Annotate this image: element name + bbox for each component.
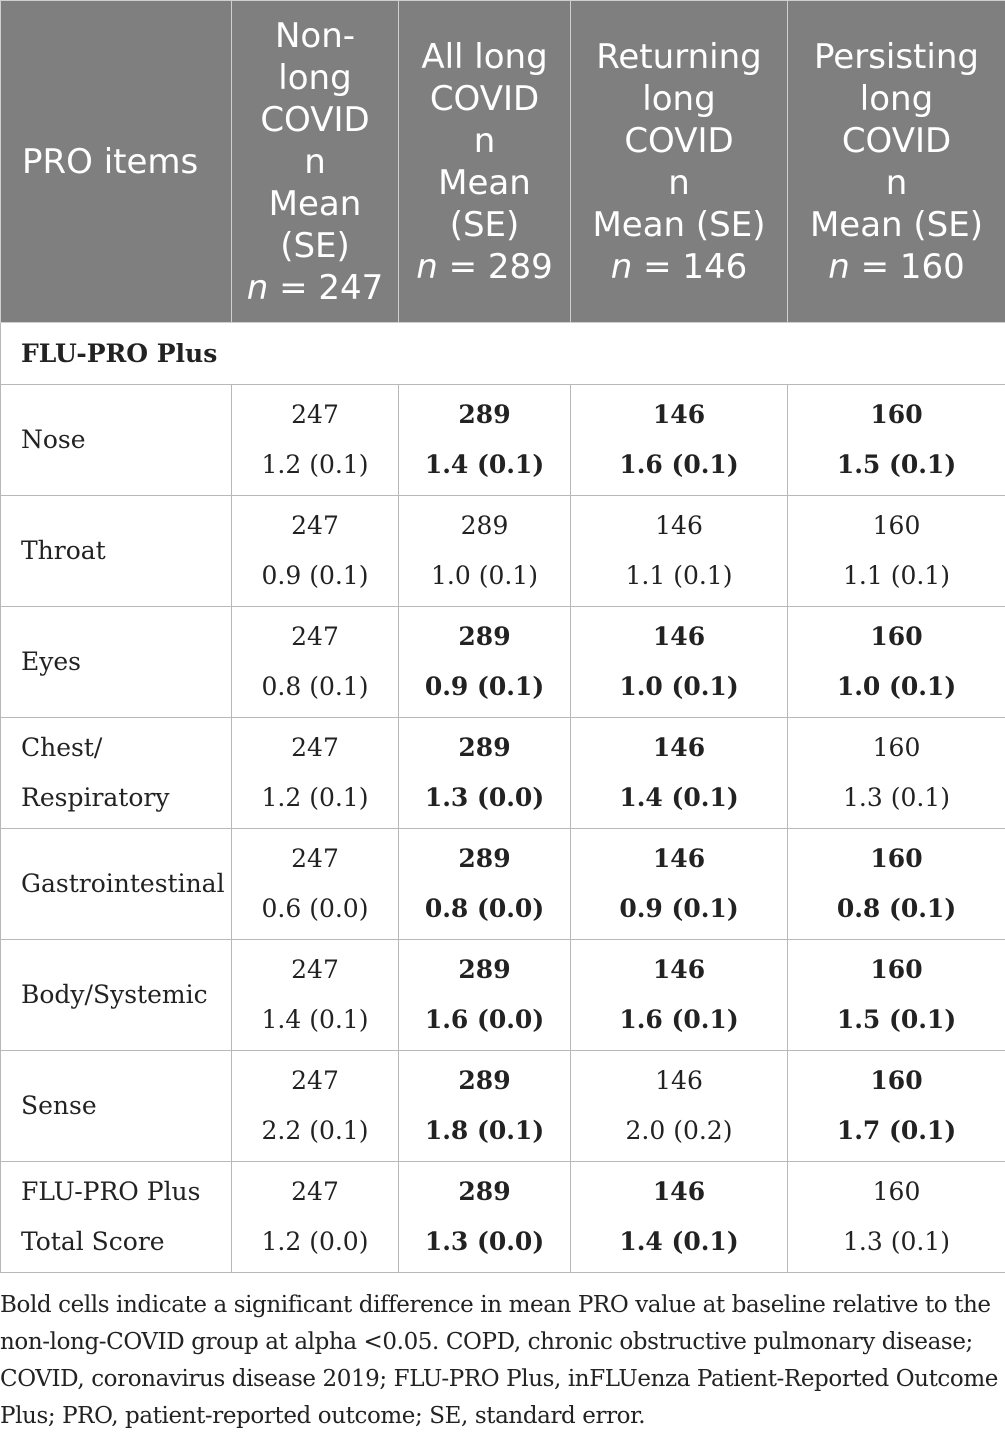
header-line: All long bbox=[421, 36, 548, 77]
cell-mean-se: 0.9 (0.1) bbox=[619, 894, 739, 923]
cell-n: 146 bbox=[652, 733, 706, 762]
cell-mean-se: 1.2 (0.1) bbox=[261, 450, 369, 479]
table-row bbox=[1, 385, 1005, 496]
row-label bbox=[1, 829, 232, 940]
value-cell bbox=[399, 940, 571, 1051]
header-line: Mean (SE) bbox=[809, 204, 984, 245]
footnote-line: Bold cells indicate a significant difference in mean PRO value at baseline relative to the bbox=[0, 1292, 991, 1318]
value-cell bbox=[571, 607, 788, 718]
header-line: n bbox=[668, 162, 690, 203]
cell-n: 289 bbox=[458, 400, 511, 429]
row-label-line: Eyes bbox=[21, 647, 81, 676]
header-line: long bbox=[859, 78, 934, 119]
header-line: (SE) bbox=[280, 225, 350, 266]
cell-mean-se: 1.4 (0.1) bbox=[424, 450, 545, 479]
header-n-label: n bbox=[416, 246, 438, 287]
table-row bbox=[1, 829, 1005, 940]
row-label bbox=[1, 1051, 232, 1162]
section-row bbox=[1, 323, 1005, 385]
cell-n: 247 bbox=[291, 733, 339, 762]
cell-n: 289 bbox=[458, 844, 511, 873]
row-label bbox=[1, 718, 232, 829]
cell-n: 146 bbox=[655, 1066, 703, 1095]
header-n-value: = 289 bbox=[437, 246, 553, 287]
table-row bbox=[1, 718, 1005, 829]
row-label-line: FLU-PRO Plus bbox=[21, 1177, 201, 1206]
value-cell bbox=[399, 385, 571, 496]
value-cell bbox=[399, 829, 571, 940]
row-label-line: Sense bbox=[21, 1091, 97, 1120]
header-line: COVID bbox=[429, 78, 540, 119]
header-n-line bbox=[792, 246, 1001, 288]
value-cell bbox=[788, 1051, 1005, 1162]
value-cell bbox=[788, 718, 1005, 829]
cell-n: 289 bbox=[458, 733, 511, 762]
cell-n: 160 bbox=[872, 733, 921, 762]
cell-n: 247 bbox=[291, 622, 339, 651]
value-cell bbox=[571, 496, 788, 607]
header-line: COVID bbox=[841, 120, 952, 161]
cell-mean-se: 1.2 (0.0) bbox=[261, 1227, 369, 1256]
value-cell bbox=[232, 1162, 399, 1273]
header-line: n bbox=[885, 162, 908, 203]
header-line: COVID bbox=[260, 99, 370, 140]
row-label-line: Respiratory bbox=[21, 783, 170, 812]
table-row bbox=[1, 940, 1005, 1051]
header-group-1 bbox=[399, 1, 571, 323]
value-cell bbox=[788, 1162, 1005, 1273]
footnote-line: Plus; PRO, patient-reported outcome; SE, standard error. bbox=[0, 1403, 646, 1429]
cell-n: 247 bbox=[291, 844, 339, 873]
cell-n: 289 bbox=[458, 622, 511, 651]
header-group-2 bbox=[571, 1, 788, 323]
cell-n: 146 bbox=[652, 622, 706, 651]
header-n-label: n bbox=[828, 246, 850, 287]
cell-mean-se: 1.3 (0.1) bbox=[843, 1227, 950, 1256]
cell-mean-se: 1.4 (0.1) bbox=[619, 1227, 739, 1256]
cell-n: 247 bbox=[291, 955, 339, 984]
cell-mean-se: 1.6 (0.1) bbox=[619, 450, 739, 479]
cell-mean-se: 1.2 (0.1) bbox=[261, 783, 369, 812]
cell-mean-se: 0.8 (0.0) bbox=[424, 894, 545, 923]
header-line: long bbox=[642, 78, 716, 119]
value-cell bbox=[232, 607, 399, 718]
cell-mean-se: 1.7 (0.1) bbox=[836, 1116, 957, 1145]
cell-n: 146 bbox=[652, 1177, 706, 1206]
header-n-line bbox=[575, 246, 783, 288]
row-label-line: Total Score bbox=[21, 1227, 165, 1256]
value-cell bbox=[788, 496, 1005, 607]
value-cell bbox=[788, 607, 1005, 718]
header-n-line bbox=[403, 246, 566, 288]
header-n-line bbox=[236, 267, 394, 309]
value-cell bbox=[232, 496, 399, 607]
value-cell bbox=[399, 718, 571, 829]
cell-mean-se: 1.0 (0.1) bbox=[619, 672, 739, 701]
cell-mean-se: 1.0 (0.1) bbox=[836, 672, 957, 701]
cell-mean-se: 1.3 (0.1) bbox=[843, 783, 950, 812]
cell-n: 146 bbox=[652, 844, 706, 873]
cell-n: 160 bbox=[872, 1177, 921, 1206]
value-cell bbox=[399, 1051, 571, 1162]
table-row bbox=[1, 607, 1005, 718]
value-cell bbox=[788, 829, 1005, 940]
table-header bbox=[1, 1, 1005, 323]
header-line: Mean bbox=[438, 162, 531, 203]
header-group-0 bbox=[232, 1, 399, 323]
cell-n: 160 bbox=[870, 844, 923, 873]
row-label-line: Nose bbox=[21, 425, 86, 454]
value-cell bbox=[571, 718, 788, 829]
cell-n: 247 bbox=[291, 511, 339, 540]
header-n-value: = 247 bbox=[268, 267, 384, 308]
header-n-label: n bbox=[610, 246, 633, 287]
value-cell bbox=[399, 496, 571, 607]
row-label bbox=[1, 385, 232, 496]
header-line: Non- bbox=[274, 15, 356, 56]
cell-n: 247 bbox=[291, 1177, 339, 1206]
cell-mean-se: 1.5 (0.1) bbox=[836, 1005, 957, 1034]
row-label-line: Gastrointestinal bbox=[21, 869, 225, 898]
cell-mean-se: 1.0 (0.1) bbox=[431, 561, 538, 590]
row-label bbox=[1, 940, 232, 1051]
cell-mean-se: 1.5 (0.1) bbox=[836, 450, 957, 479]
cell-mean-se: 1.6 (0.0) bbox=[424, 1005, 545, 1034]
cell-n: 160 bbox=[870, 955, 923, 984]
header-pro-items: PRO items bbox=[1, 1, 232, 323]
footnote-line: non-long-COVID group at alpha <0.05. COPD, chronic obstructive pulmonary disease; bbox=[0, 1329, 973, 1355]
value-cell bbox=[788, 940, 1005, 1051]
row-label-line: Body/Systemic bbox=[21, 980, 208, 1009]
cell-n: 289 bbox=[458, 1177, 511, 1206]
table-row bbox=[1, 496, 1005, 607]
value-cell bbox=[232, 1051, 399, 1162]
value-cell bbox=[571, 829, 788, 940]
cell-mean-se: 1.1 (0.1) bbox=[843, 561, 950, 590]
cell-mean-se: 1.4 (0.1) bbox=[261, 1005, 369, 1034]
cell-n: 289 bbox=[458, 1066, 511, 1095]
header-line: Mean bbox=[268, 183, 362, 224]
footnote-line: COVID, coronavirus disease 2019; FLU-PRO Plus, inFLUenza Patient-Reported Outcome bbox=[0, 1366, 998, 1392]
cell-n: 146 bbox=[652, 400, 706, 429]
header-group-3 bbox=[788, 1, 1005, 323]
value-cell bbox=[232, 718, 399, 829]
value-cell bbox=[788, 385, 1005, 496]
cell-mean-se: 0.6 (0.0) bbox=[261, 894, 369, 923]
cell-mean-se: 0.8 (0.1) bbox=[836, 894, 957, 923]
cell-mean-se: 0.8 (0.1) bbox=[261, 672, 369, 701]
row-label bbox=[1, 607, 232, 718]
section-title: FLU-PRO Plus bbox=[1, 323, 1005, 385]
row-label bbox=[1, 1162, 232, 1273]
cell-n: 247 bbox=[291, 400, 339, 429]
value-cell bbox=[232, 829, 399, 940]
row-label-line: Throat bbox=[21, 536, 106, 565]
cell-mean-se: 1.3 (0.0) bbox=[424, 783, 545, 812]
cell-mean-se: 0.9 (0.1) bbox=[424, 672, 545, 701]
value-cell bbox=[571, 940, 788, 1051]
header-line: long bbox=[278, 57, 352, 98]
header-line: Persisting bbox=[814, 36, 979, 77]
cell-n: 247 bbox=[291, 1066, 339, 1095]
cell-n: 146 bbox=[655, 511, 703, 540]
cell-mean-se: 1.6 (0.1) bbox=[619, 1005, 739, 1034]
header-line: (SE) bbox=[449, 204, 520, 245]
table-body bbox=[1, 323, 1005, 1273]
row-label bbox=[1, 496, 232, 607]
cell-n: 146 bbox=[652, 955, 706, 984]
value-cell bbox=[571, 1162, 788, 1273]
header-line: n bbox=[304, 141, 326, 182]
cell-n: 289 bbox=[458, 955, 511, 984]
cell-mean-se: 1.1 (0.1) bbox=[625, 561, 733, 590]
cell-mean-se: 1.4 (0.1) bbox=[619, 783, 739, 812]
cell-mean-se: 1.8 (0.1) bbox=[424, 1116, 545, 1145]
cell-mean-se: 2.2 (0.1) bbox=[261, 1116, 369, 1145]
cell-n: 160 bbox=[870, 1066, 923, 1095]
cell-n: 160 bbox=[870, 622, 923, 651]
value-cell bbox=[232, 385, 399, 496]
value-cell bbox=[571, 385, 788, 496]
value-cell bbox=[399, 1162, 571, 1273]
row-label-line: Chest/ bbox=[21, 733, 103, 762]
header-n-value: = 146 bbox=[632, 246, 748, 287]
table-row bbox=[1, 1051, 1005, 1162]
header-line: COVID bbox=[624, 120, 734, 161]
header-line: Returning bbox=[596, 36, 762, 77]
header-line: Mean (SE) bbox=[592, 204, 766, 245]
header-n-value: = 160 bbox=[849, 246, 965, 287]
value-cell bbox=[399, 607, 571, 718]
cell-n: 289 bbox=[460, 511, 509, 540]
cell-mean-se: 0.9 (0.1) bbox=[261, 561, 369, 590]
cell-n: 160 bbox=[872, 511, 921, 540]
header-line: n bbox=[473, 120, 496, 161]
table-row bbox=[1, 1162, 1005, 1273]
value-cell bbox=[232, 940, 399, 1051]
cell-mean-se: 1.3 (0.0) bbox=[424, 1227, 545, 1256]
header-n-label: n bbox=[246, 267, 269, 308]
cell-n: 160 bbox=[870, 400, 923, 429]
value-cell bbox=[571, 1051, 788, 1162]
table-footnote bbox=[0, 1287, 1000, 1435]
cell-mean-se: 2.0 (0.2) bbox=[625, 1116, 733, 1145]
